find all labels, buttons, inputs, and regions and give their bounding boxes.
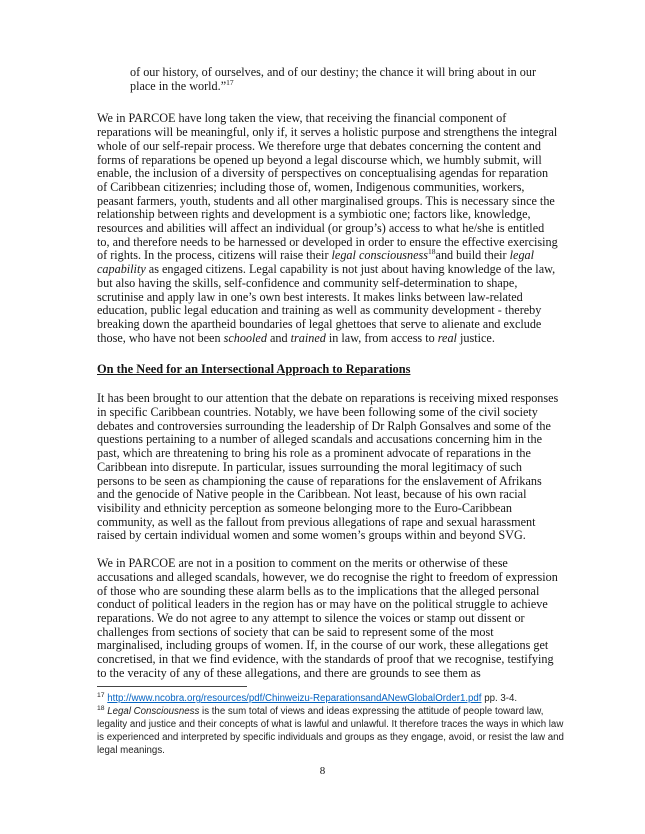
text-run: as engaged citizens. Legal capability is not just about having knowledge of the law, but also having the skills, self-confidence and community self-determination to shape, scrutinise and apply law in one’s own best interests. It makes links between law-related education, public legal education and training as well as community development - thereby breaking down the apartheid boundaries of legal ghettoes that serve to alienate and exclude those, who have not been [97, 262, 556, 345]
footnote-marker: 18 [428, 247, 436, 257]
footnotes-section [97, 686, 565, 757]
italic-text: real [437, 330, 457, 345]
text-run: and [266, 330, 291, 345]
italic-text: schooled [223, 330, 267, 345]
footnote-separator-rule [97, 686, 247, 687]
footnote-marker: 18 [97, 704, 105, 712]
text-run: It has been brought to our attention that the debate on reparations is receiving mixed responses in specific Caribbean countries. Notably, we have been following some of the civil society debates and controversies surrounding the leadership of Dr Ralph Gonsalves and some of the questions pertaining to a number of alleged scandals and accusations concerning him in the past, which are threatening to bring his role as a prominent advocate of reparations in the Caribbean into disrepute. In particular, issues surrounding the moral legitimacy of such persons to be seen as championing the cause of reparations for the enslavement of Afrikans and the genocide of Native people in the Caribbean. Not least, because of his own racial visibility and ethnicity perception as someone belonging more to the Euro-Caribbean community, as well as the fallout from previous allegations of rape and sexual harassment raised by certain individual women and some women’s groups within and beyond SVG. [97, 391, 559, 543]
footnote-marker: 17 [97, 691, 105, 699]
footnote-17 [97, 692, 565, 705]
footnote-link[interactable]: http://www.ncobra.org/resources/pdf/Chinweizu-ReparationsandANewGlobalOrder1.pdf [107, 693, 482, 704]
paragraph-not-in-position [97, 557, 559, 680]
section-heading: On the Need for an Intersectional Approach to Reparations [97, 362, 411, 377]
page-number: 8 [319, 765, 326, 777]
italic-text: trained [290, 330, 326, 345]
text-run: is the sum total of views and ideas expressing the attitude of people toward law, legality and justice and their concepts of what is lawful and unlawful. It therefore traces the ways in which law is experienced and interpreted by specific individuals and groups as they engage, avoid, or resist the law and legal meanings. [97, 706, 564, 756]
paragraph-mixed-responses [97, 392, 559, 543]
italic-text: legal capability [97, 248, 535, 277]
text-run: We in PARCOE are not in a position to comment on the merits or otherwise of these accusations and alleged scandals, however, we do recognise the right to freedom of expression of those who are sounding these alarm bells as to the implications that the alleged personal conduct of political leaders in the region has or may have on the political struggle to achieve reparations. We do not agree to any attempt to silence the voices or stamp out dissent or challenges from sections of society that can be said to represent some of the most marginalised, including groups of women. If, in the course of our work, these allegations get concretised, in that we find evidence, with the standards of proof that we recognise, testifying to the veracity of any of these allegations, and there are grounds to see them as [97, 556, 558, 680]
italic-text: legal consciousness [331, 248, 429, 263]
document-body [97, 66, 559, 680]
footnote-marker: 17 [226, 77, 234, 87]
text-run: pp. 3-4. [481, 693, 518, 704]
italic-text: Legal Consciousness [107, 706, 200, 717]
paragraph-parcoe-view [97, 112, 559, 345]
block-quote [130, 66, 539, 93]
text-run: in law, from access to [325, 330, 438, 345]
text-run: We in PARCOE have long taken the view, that receiving the financial component of reparations will be meaningful, only if, it serves a holistic purpose and strengthens the integral whole of our self-repair process. We therefore urge that debates concerning the content and forms of reparations be opened up beyond a legal discourse which, we humbly submit, will enable, the inclusion of a diversity of perspectives on conceptualising agendas for reparation of Caribbean citizenries; including those of, women, Indigenous communities, workers, peasant farmers, youth, students and all other marginalised groups. This is necessary since the relationship between rights and development is a symbiotic one; factors like, knowledge, resources and abilities will affect an individual (or group’s) access to what he/she is entitled to, and therefore needs to be harnessed or developed in order to ensure the effective exercising of rights. In the process, citizens will raise their [97, 111, 558, 263]
text-run: justice. [456, 330, 495, 345]
text-run: of our history, of ourselves, and of our destiny; the chance it will bring about in our place in the world.” [130, 65, 537, 93]
text-run: and build their [435, 248, 510, 263]
footnote-18 [97, 705, 565, 757]
